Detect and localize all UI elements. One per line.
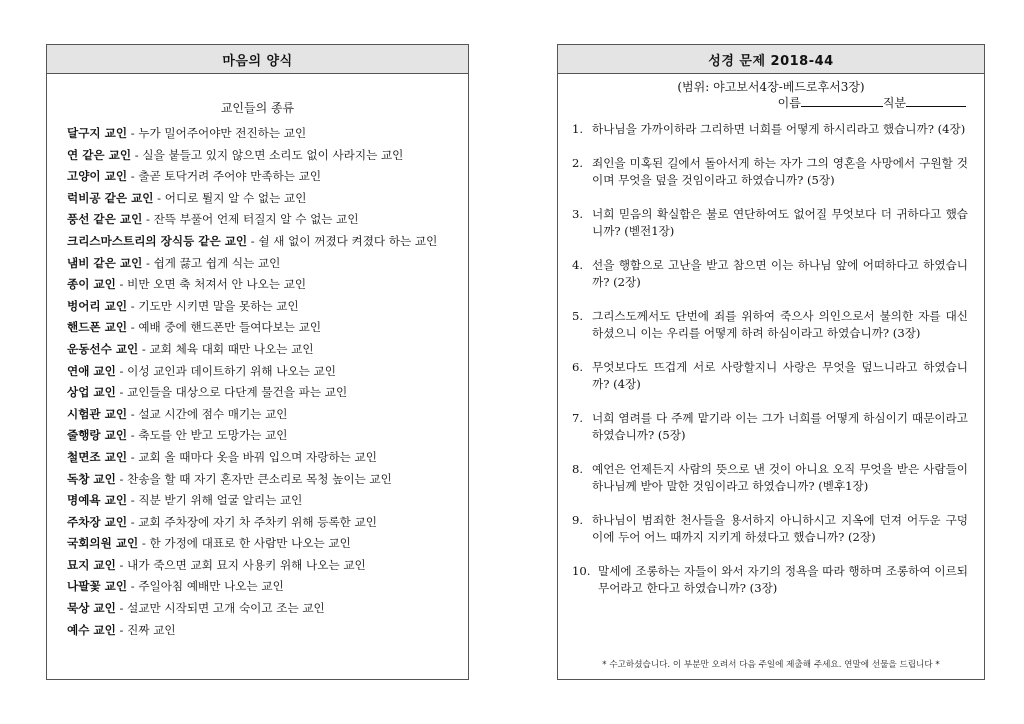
type-item (67, 296, 454, 318)
question-item (572, 206, 968, 240)
type-name: 풍선 같은 교인 (67, 212, 143, 227)
question-text: 하나님을 가까이하라 그리하면 너희를 어떻게 하시리라고 했습니까? (4장) (592, 122, 966, 136)
type-item (67, 166, 454, 188)
bible-quiz-panel (557, 44, 985, 680)
type-item (67, 620, 454, 642)
type-description: - 교회 올 때마다 옷을 바꿔 입으며 자랑하는 교인 (127, 449, 377, 464)
type-name: 냄비 같은 교인 (67, 255, 143, 270)
question-text: 너희 염려를 다 주께 맡기라 이는 그가 너희를 어떻게 하심이기 때문이라고 하였습니까? (5장) (592, 411, 968, 442)
type-description: - 누가 밀어주어야만 전진하는 교인 (127, 126, 307, 140)
role-blank[interactable] (906, 95, 966, 107)
heart-food-panel (46, 44, 469, 680)
type-description: - 출곧 토닥거려 주어야 만족하는 교인 (127, 169, 322, 184)
type-description: - 비만 오면 축 처져서 안 나오는 교인 (115, 277, 307, 292)
question-number: 4. (572, 258, 584, 272)
question-number: 6. (572, 360, 584, 374)
type-item (67, 490, 454, 512)
panel-title: 마음의 양식 (47, 45, 468, 74)
type-name: 종이 교인 (67, 277, 116, 292)
type-name: 연애 교인 (67, 363, 116, 378)
type-name: 국회의원 교인 (67, 536, 139, 551)
question-item (572, 155, 968, 189)
question-text: 선을 행함으로 고난을 받고 참으면 이는 하나님 앞에 어떠하다고 하였습니까? (2장) (592, 258, 968, 289)
section-subtitle: 교인들의 종류 (220, 101, 295, 115)
question-item (572, 257, 968, 291)
type-description: - 교회 체육 대회 때만 나오는 교인 (138, 341, 314, 356)
type-item (67, 576, 454, 598)
question-number: 3. (572, 207, 584, 221)
type-name: 달구지 교인 (67, 126, 128, 140)
type-name: 줄행랑 교인 (67, 428, 128, 443)
type-description: - 기도만 시키면 말을 못하는 교인 (127, 298, 299, 313)
type-description: - 잔뜩 부풀어 언제 터질지 알 수 없는 교인 (142, 212, 359, 227)
type-name: 묘지 교인 (67, 557, 116, 572)
type-name: 나팔꽃 교인 (67, 579, 128, 594)
type-name: 주차장 교인 (67, 514, 128, 529)
type-name: 예수 교인 (67, 622, 116, 637)
type-item (67, 145, 454, 167)
type-description: - 한 가정에 대표로 한 사람만 나오는 교인 (138, 536, 351, 551)
role-label: 직분 (882, 96, 906, 110)
question-number: 10. (572, 564, 591, 578)
type-description: - 내가 죽으면 교회 묘지 사용키 위해 나오는 교인 (115, 557, 366, 572)
question-item (572, 461, 968, 495)
question-text: 말세에 조롱하는 자들이 와서 자기의 정욕을 따라 행하며 조롱하여 이르되 무어라고 한다고 하였습니까? (3장) (598, 564, 968, 595)
type-item (67, 317, 454, 339)
church-member-types-list (47, 123, 468, 641)
question-item (572, 121, 968, 138)
type-item (67, 361, 454, 383)
question-number: 1. (572, 122, 584, 136)
question-item (572, 410, 968, 444)
question-text: 너희 믿음의 확실함은 불로 연단하여도 없어질 무엇보다 더 귀하다고 했습니까? (벧전1장) (592, 207, 968, 238)
type-description: - 쉽게 끓고 쉽게 식는 교인 (142, 255, 281, 270)
type-item (67, 469, 454, 491)
question-number: 9. (572, 513, 584, 527)
question-number: 7. (572, 411, 584, 425)
type-description: - 교인들을 대상으로 다단계 물건을 파는 교인 (115, 385, 348, 400)
question-text: 하나님이 범죄한 천사들을 용서하지 아니하시고 지옥에 던져 어두운 구덩이에 두어 어느 때까지 지키게 하셨다고 했습니까? (2장) (592, 513, 968, 544)
question-text: 예언은 언제든지 사람의 뜻으로 낸 것이 아니요 오직 무엇을 받은 사람들이 하나님께 받아 말한 것임이라고 하였습니까? (벧후1장) (592, 462, 968, 493)
footnote: * 수고하셨습니다. 이 부분만 오려서 다음 주일에 제출해 주세요. 연말에 선물을 드립니다 * (602, 660, 940, 670)
type-name: 핸드폰 교인 (67, 320, 128, 335)
type-item (67, 188, 454, 210)
type-name: 상업 교인 (67, 385, 116, 400)
type-description: - 직분 받기 위해 얼굴 알리는 교인 (127, 493, 303, 508)
type-item (67, 123, 454, 145)
type-name: 운동선수 교인 (67, 341, 139, 356)
type-name: 럭비공 같은 교인 (67, 190, 154, 205)
question-number: 5. (572, 309, 584, 323)
type-description: - 주일아침 예배만 나오는 교인 (127, 579, 284, 594)
type-description: - 축도를 안 받고 도망가는 교인 (127, 428, 288, 443)
type-item (67, 598, 454, 620)
questions-list (558, 121, 984, 597)
type-item (67, 447, 454, 469)
type-description: - 이성 교인과 데이트하기 위해 나오는 교인 (115, 363, 336, 378)
name-role-row (558, 95, 984, 111)
type-name: 벙어리 교인 (67, 298, 128, 313)
type-description: - 예배 중에 핸드폰만 들여다보는 교인 (127, 320, 322, 335)
type-description: - 진짜 교인 (115, 622, 176, 637)
type-item (67, 425, 454, 447)
type-description: - 설교 시간에 점수 매기는 교인 (127, 406, 288, 421)
type-name: 고양이 교인 (67, 169, 128, 184)
question-text: 죄인을 미혹된 길에서 돌아서게 하는 자가 그의 영혼을 사망에서 구원할 것이며 무엇을 덮을 것임이라고 하였습니까? (5장) (592, 156, 968, 187)
name-blank[interactable] (801, 95, 883, 107)
type-name: 철면조 교인 (67, 449, 128, 464)
type-description: - 어디로 튈지 알 수 없는 교인 (153, 190, 307, 205)
type-item (67, 209, 454, 231)
type-description: - 실을 붙들고 있지 않으면 소리도 없이 사라지는 교인 (131, 147, 404, 162)
type-item (67, 231, 454, 253)
question-number: 2. (572, 156, 584, 170)
type-item (67, 404, 454, 426)
quiz-range: (범위: 야고보서4장-베드로후서3장) (677, 80, 865, 94)
question-number: 8. (572, 462, 584, 476)
type-description: - 설교만 시작되면 고개 숙이고 조는 교인 (115, 601, 325, 616)
question-item (572, 308, 968, 342)
type-item (67, 512, 454, 534)
type-name: 연 같은 교인 (67, 147, 132, 162)
type-description: - 쉴 새 없이 꺼졌다 켜졌다 하는 교인 (247, 233, 438, 248)
type-item (67, 382, 454, 404)
type-item (67, 274, 454, 296)
type-item (67, 253, 454, 275)
type-name: 독창 교인 (67, 471, 116, 486)
type-item (67, 339, 454, 361)
question-item (572, 563, 968, 597)
type-description: - 찬송을 할 때 자기 혼자만 큰소리로 목청 높이는 교인 (115, 471, 392, 486)
panel-title: 성경 문제 2018-44 (558, 45, 984, 74)
question-text: 무엇보다도 뜨겁게 서로 사랑할지니 사랑은 무엇을 덮느니라고 하였습니까? (4장) (592, 360, 968, 391)
question-text: 그리스도께서도 단번에 죄를 위하여 죽으사 의인으로서 불의한 자를 대신하셨으니 이는 우리를 어떻게 하려 하심이라고 하였습니까? (3장) (592, 309, 968, 340)
type-name: 묵상 교인 (67, 601, 116, 616)
question-item (572, 359, 968, 393)
type-name: 시험관 교인 (67, 406, 128, 421)
type-description: - 교회 주차장에 자기 차 주차키 위해 등록한 교인 (127, 514, 377, 529)
name-label: 이름 (777, 96, 801, 110)
type-item (67, 555, 454, 577)
question-item (572, 512, 968, 546)
type-item (67, 533, 454, 555)
type-name: 크리스마스트리의 장식등 같은 교인 (67, 233, 248, 248)
type-name: 명예욕 교인 (67, 493, 128, 508)
